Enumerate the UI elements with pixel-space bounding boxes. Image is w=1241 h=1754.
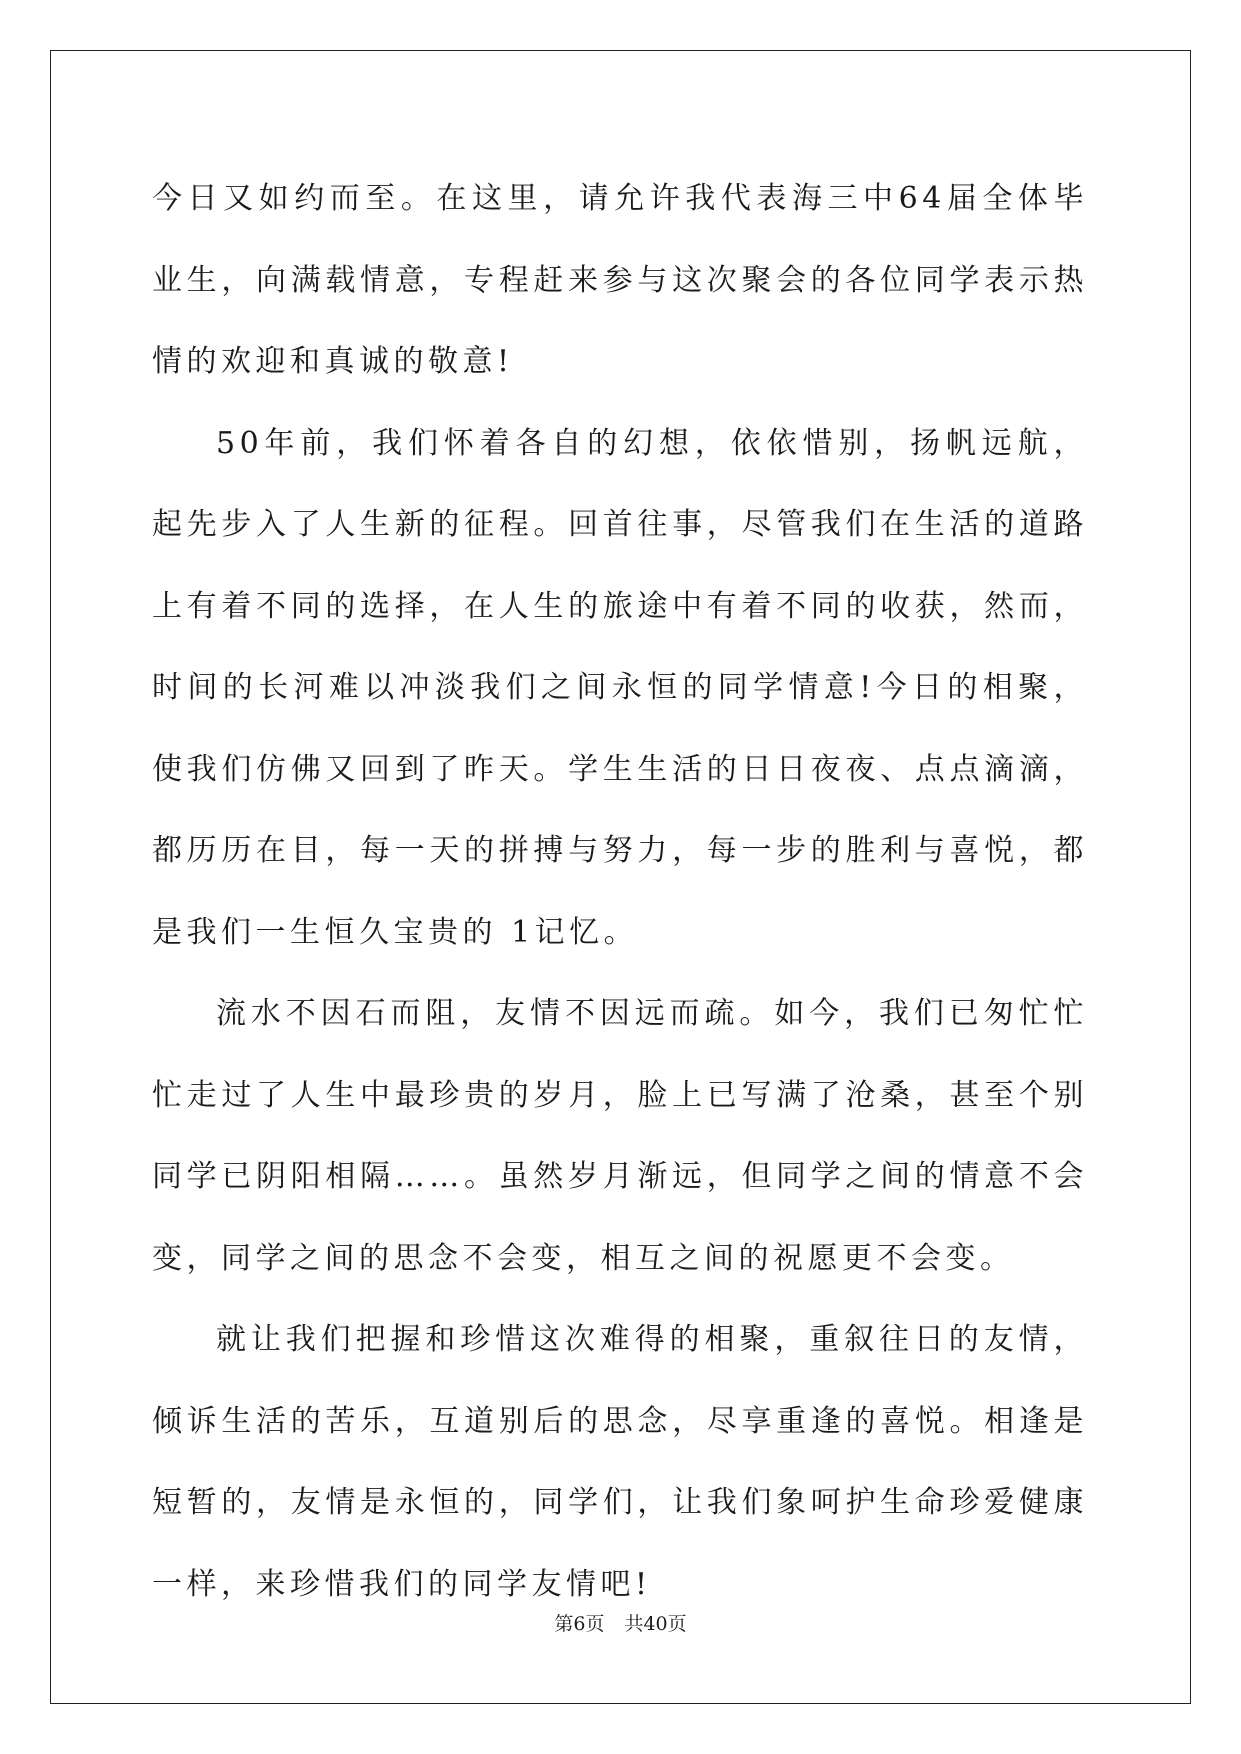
paragraph-2: 50年前，我们怀着各自的幻想，依依惜别，扬帆远航，起先步入了人生新的征程。回首往事，尽管我们在生活的道路上有着不同的选择，在人生的旅途中有着不同的收获，然而，时间的长河难以冲淡我们之间永恒的同学情意!今日的相聚，使我们仿佛又回到了昨天。学生生活的日日夜夜、点点滴滴，都历历在目，每一天的拼搏与努力，每一步的胜利与喜悦，都是我们一生恒久宝贵的 1记忆。 <box>152 425 1088 950</box>
document-body <box>152 158 1088 1625</box>
paragraph-1: 今日又如约而至。在这里，请允许我代表海三中64届全体毕业生，向满载情意，专程赶来参与这次聚会的各位同学表示热情的欢迎和真诚的敬意! <box>152 181 1088 379</box>
paragraph-3: 流水不因石而阻，友情不因远而疏。如今，我们已匆忙忙忙走过了人生中最珍贵的岁月，脸上已写满了沧桑，甚至个别同学已阴阳相隔……。虽然岁月渐远，但同学之间的情意不会变，同学之间的思念不会变，相互之间的祝愿更不会变。 <box>152 996 1088 1276</box>
page-total: 共40页 <box>624 1613 687 1635</box>
paragraph-4: 就让我们把握和珍惜这次难得的相聚，重叙往日的友情，倾诉生活的苦乐，互道别后的思念，尽享重逢的喜悦。相逢是短暂的，友情是永恒的，同学们，让我们象呵护生命珍爱健康一样，来珍惜我们的同学友情吧! <box>152 1322 1088 1602</box>
page-footer <box>0 1612 1241 1636</box>
page-number: 第6页 <box>554 1613 605 1635</box>
